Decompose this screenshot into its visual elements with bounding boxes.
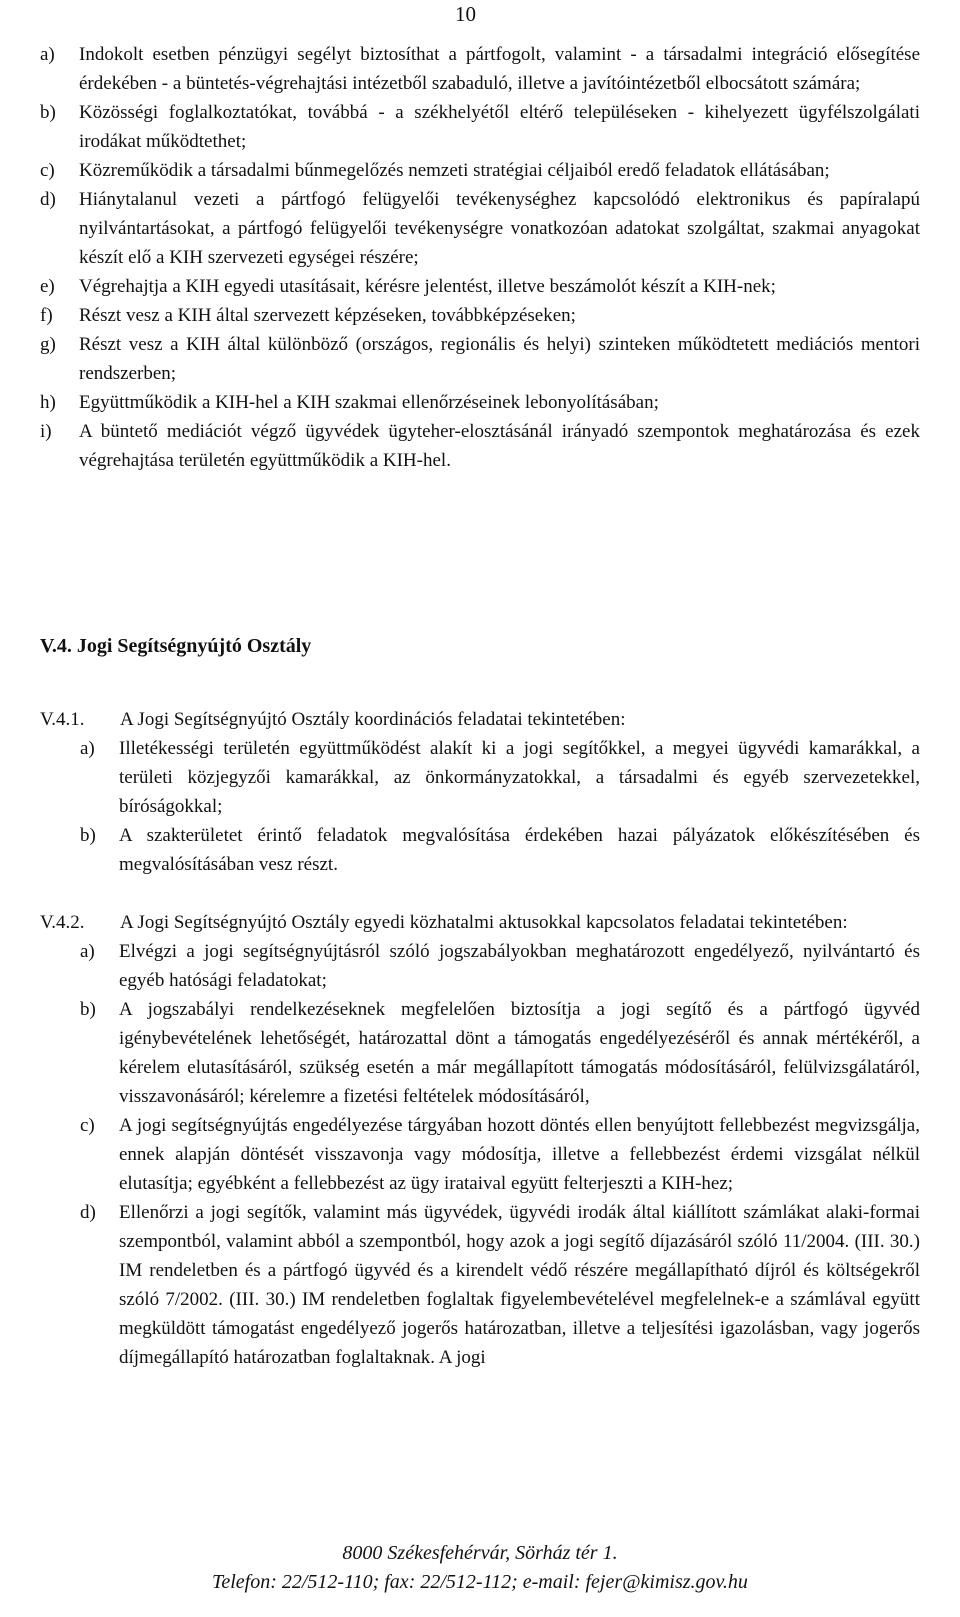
subsection-heading bbox=[40, 705, 920, 734]
item-text: Elvégzi a jogi segítségnyújtásról szóló jogszabályokban meghatározott engedélyező, nyilvántartó és egyéb hatósági feladatokat; bbox=[119, 941, 920, 991]
item-label: c) bbox=[40, 160, 55, 181]
item-label: b) bbox=[40, 102, 56, 123]
item-text: A büntető mediációt végző ügyvédek ügyteher-elosztásánál irányadó szempontok meghatározása és ezek végrehajtása területén együttműködik a KIH-hel. bbox=[79, 421, 920, 471]
item-text: A jogszabályi rendelkezéseknek megfelelően biztosítja a jogi segítő és a pártfogó ügyvéd igénybevételének lehetőségét, határozattal dönt a támogatás engedélyezéséről és annak mértékéről, a kérelem elutasításáról, szükség esetén a már megállapított támogatás módosításáról, felülvizsgálatáról, visszavonásáról; kérelemre a fizetési feltételek módosításáról, bbox=[119, 999, 920, 1107]
list-item bbox=[80, 1198, 920, 1372]
item-label: i) bbox=[40, 421, 52, 442]
item-label: d) bbox=[80, 1202, 96, 1223]
item-text: Végrehajtja a KIH egyedi utasításait, kérésre jelentést, illetve beszámolót készít a KIH-nek; bbox=[79, 276, 776, 297]
item-label: e) bbox=[40, 276, 55, 297]
subsection-heading bbox=[40, 908, 920, 937]
list-item bbox=[40, 301, 920, 330]
item-text: Együttműködik a KIH-hel a KIH szakmai ellenőrzéseinek lebonyolításában; bbox=[79, 392, 659, 413]
footer-contact: Telefon: 22/512-110; fax: 22/512-112; e-mail: fejer@kimisz.gov.hu bbox=[212, 1571, 748, 1593]
item-text: Közreműködik a társadalmi bűnmegelőzés nemzeti stratégiai céljaiból eredő feladatok ellátásában; bbox=[79, 160, 830, 181]
item-label: b) bbox=[80, 825, 96, 846]
item-label: a) bbox=[80, 941, 95, 962]
list-item bbox=[40, 40, 920, 98]
list-item bbox=[80, 937, 920, 995]
list-item bbox=[80, 821, 920, 879]
subsection-items bbox=[40, 734, 920, 879]
task-list bbox=[40, 40, 920, 475]
item-label: c) bbox=[80, 1115, 95, 1136]
list-item bbox=[80, 1111, 920, 1198]
item-text: Részt vesz a KIH által különböző (országos, regionális és helyi) szinteken működtetett mediációs mentori rendszerben; bbox=[79, 334, 920, 384]
list-item bbox=[40, 98, 920, 156]
list-item bbox=[80, 734, 920, 821]
item-label: g) bbox=[40, 334, 56, 355]
section-title: V.4. Jogi Segítségnyújtó Osztály bbox=[40, 635, 312, 657]
item-label: a) bbox=[80, 738, 95, 759]
subsection-items bbox=[40, 937, 920, 1372]
list-item bbox=[40, 417, 920, 475]
item-text: Közösségi foglalkoztatókat, továbbá - a székhelyétől eltérő településeken - kihelyezett ügyfélszolgálati irodákat működtethet; bbox=[79, 102, 920, 152]
list-item bbox=[40, 272, 920, 301]
item-text: Illetékességi területén együttműködést alakít ki a jogi segítőkkel, a megyei ügyvédi kamarákkal, a területi közjegyzői kamarákkal, az önkormányzatokkal, a társadalmi és egyéb szervezetekkel, bíróságokkal; bbox=[119, 738, 920, 817]
item-label: d) bbox=[40, 189, 56, 210]
list-item bbox=[40, 330, 920, 388]
item-label: b) bbox=[80, 999, 96, 1020]
item-text: Indokolt esetben pénzügyi segélyt biztosíthat a pártfogolt, valamint - a társadalmi integráció elősegítése érdekében - a büntetés-végrehajtási intézetből szabaduló, illetve a javítóintézetből elbocsátott számára; bbox=[79, 44, 920, 94]
subsection-authority bbox=[40, 908, 920, 1372]
item-label: f) bbox=[40, 305, 53, 326]
item-text: Részt vesz a KIH által szervezett képzéseken, továbbképzéseken; bbox=[79, 305, 576, 326]
subsection-number: V.4.1. bbox=[40, 709, 85, 730]
list-item bbox=[40, 185, 920, 272]
list-item bbox=[80, 995, 920, 1111]
subsection-number: V.4.2. bbox=[40, 912, 85, 933]
subsection-coordination bbox=[40, 705, 920, 879]
item-label: a) bbox=[40, 44, 55, 65]
page-number: 10 bbox=[455, 2, 476, 26]
item-text: Ellenőrzi a jogi segítők, valamint más ügyvédek, ügyvédi irodák által kiállított számlákat alaki-formai szempontból, valamint abból a szempontból, hogy azok a jogi segítő díjazásáról szóló 11/2004. (III. 30.) IM rendeletben és a pártfogó ügyvéd és a kirendelt védő részére megállapítható díjról és költségekről szóló 7/2002. (III. 30.) IM rendeletben foglaltak figyelembevételével megfelelnek-e a számlával együtt megküldött támogatást engedélyező jogerős határozatban, illetve a teljesítési igazolásban, vagy jogerős díjmegállapító határozatban foglaltaknak. A jogi bbox=[119, 1202, 920, 1368]
item-text: A szakterületet érintő feladatok megvalósítása érdekében hazai pályázatok előkészítésében és megvalósításában vesz részt. bbox=[119, 825, 920, 875]
item-text: Hiánytalanul vezeti a pártfogó felügyelői tevékenységhez kapcsolódó elektronikus és papíralapú nyilvántartásokat, a pártfogó felügyelői tevékenységre vonatkozóan adatokat szolgáltat, szakmai anyagokat készít elő a KIH szervezeti egységei részére; bbox=[79, 189, 920, 268]
list-item bbox=[40, 156, 920, 185]
subsection-heading-text: A Jogi Segítségnyújtó Osztály egyedi közhatalmi aktusokkal kapcsolatos feladatai tekintetében: bbox=[120, 912, 848, 933]
footer-address: 8000 Székesfehérvár, Sörház tér 1. bbox=[342, 1542, 618, 1564]
subsection-heading-text: A Jogi Segítségnyújtó Osztály koordinációs feladatai tekintetében: bbox=[120, 709, 626, 730]
list-item bbox=[40, 388, 920, 417]
item-label: h) bbox=[40, 392, 56, 413]
item-text: A jogi segítségnyújtás engedélyezése tárgyában hozott döntés ellen benyújtott fellebbezést megvizsgálja, ennek alapján döntését visszavonja vagy módosítja, illetve a fellebbezést érdemi vizsgálat nélkül elutasítja; egyébként a fellebbezést az ügy irataival együtt felterjeszti a KIH-hez; bbox=[119, 1115, 920, 1194]
